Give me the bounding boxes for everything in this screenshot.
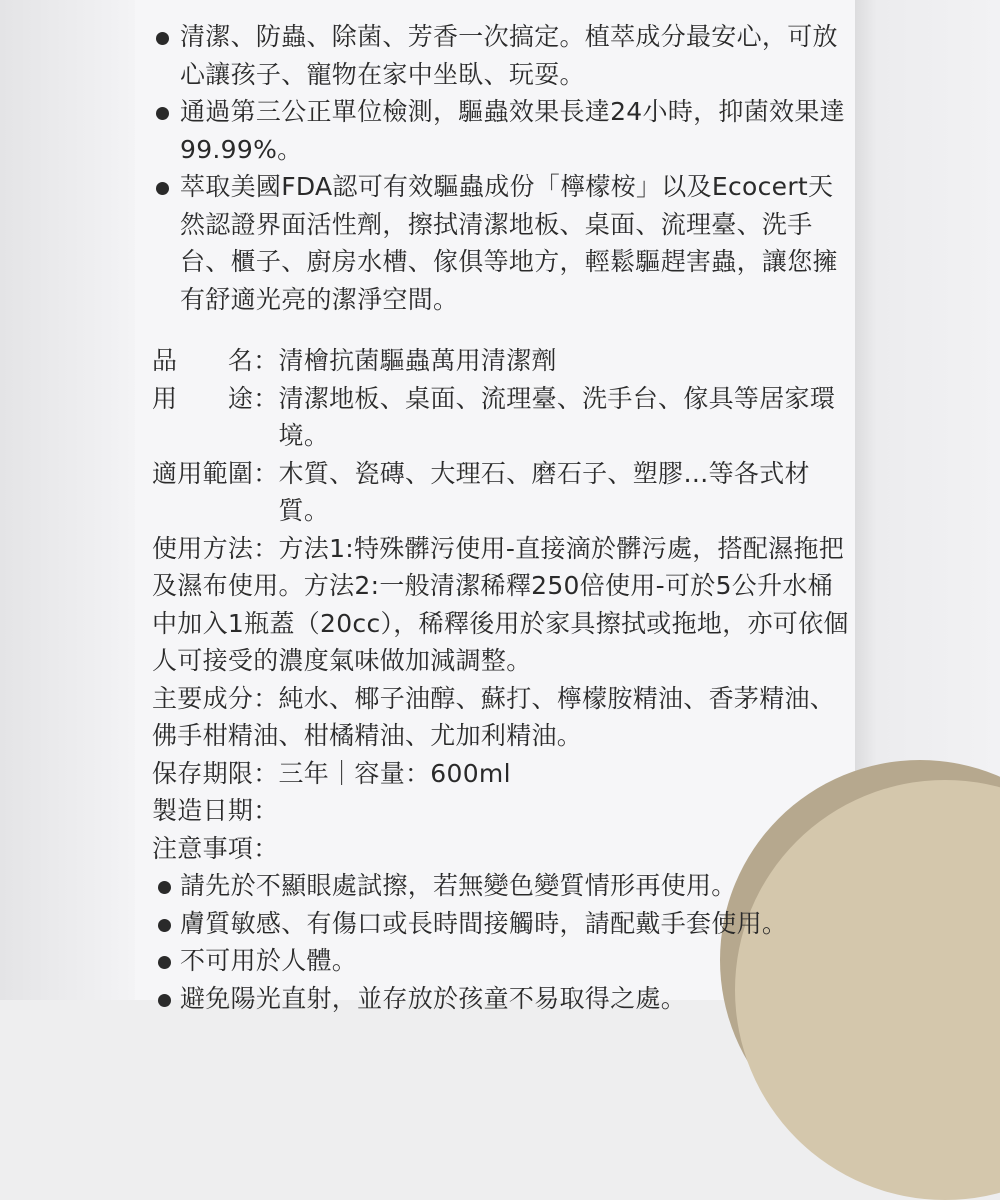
feature-item: 萃取美國FDA認可有效驅蟲成份「檸檬桉」以及Ecocert天然認證界面活性劑，擦拭清潔地板、桌面、流理臺、洗手台、櫃子、廚房水槽、傢俱等地方，輕鬆驅趕害蟲，讓您擁有舒適光亮的潔淨空間。 (152, 168, 852, 318)
manufacture-date: 製造日期： (152, 796, 279, 825)
bullet-icon (158, 994, 171, 1007)
bullet-icon (158, 956, 171, 969)
shelf-life: 保存期限：三年｜容量：600ml (152, 758, 511, 788)
product-scope: 適用範圍： 木質、瓷磚、大理石、磨石子、塑膠…等各式材質。 (152, 458, 810, 525)
bullet-icon (156, 32, 169, 45)
bullet-icon (158, 881, 171, 894)
notes-title: 注意事項： (152, 833, 279, 863)
product-name: 品 名： 清檜抗菌驅蟲萬用清潔劑 (152, 346, 557, 375)
feature-item: 清潔、防蟲、除菌、芳香一次搞定。植萃成分最安心，可放心讓孩子、寵物在家中坐臥、玩耍。 (152, 18, 852, 93)
label-text (152, 18, 852, 1017)
bullet-icon (156, 182, 169, 195)
note-item: 避免陽光直射，並存放於孩童不易取得之處。 (152, 980, 852, 1018)
bullet-icon (156, 107, 169, 120)
ingredients: 主要成分：純水、椰子油醇、蘇打、檸檬胺精油、香茅精油、佛手柑精油、柑橘精油、尤加利精油。 (152, 683, 836, 750)
bullet-icon (158, 919, 171, 932)
feature-item: 通過第三公正單位檢測，驅蟲效果長達24小時，抑菌效果達99.99%。 (152, 93, 852, 168)
note-item: 膚質敏感、有傷口或長時間接觸時，請配戴手套使用。 (152, 905, 852, 943)
usage-method: 使用方法：方法1:特殊髒污使用-直接滴於髒污處，搭配濕拖把及濕布使用。方法2:一般清潔稀釋250倍使用-可於5公升水桶中加入1瓶蓋（20cc），稀釋後用於家具擦拭或拖地，亦可依個人可接受的濃度氣味做加減調整。 (152, 533, 849, 675)
background-left (0, 0, 140, 1000)
notes-list (152, 867, 852, 1017)
note-item: 請先於不顯眼處試擦，若無變色變質情形再使用。 (152, 867, 852, 905)
note-item: 不可用於人體。 (152, 942, 852, 980)
product-use: 用 途： 清潔地板、桌面、流理臺、洗手台、傢具等居家環境。 (152, 383, 836, 450)
